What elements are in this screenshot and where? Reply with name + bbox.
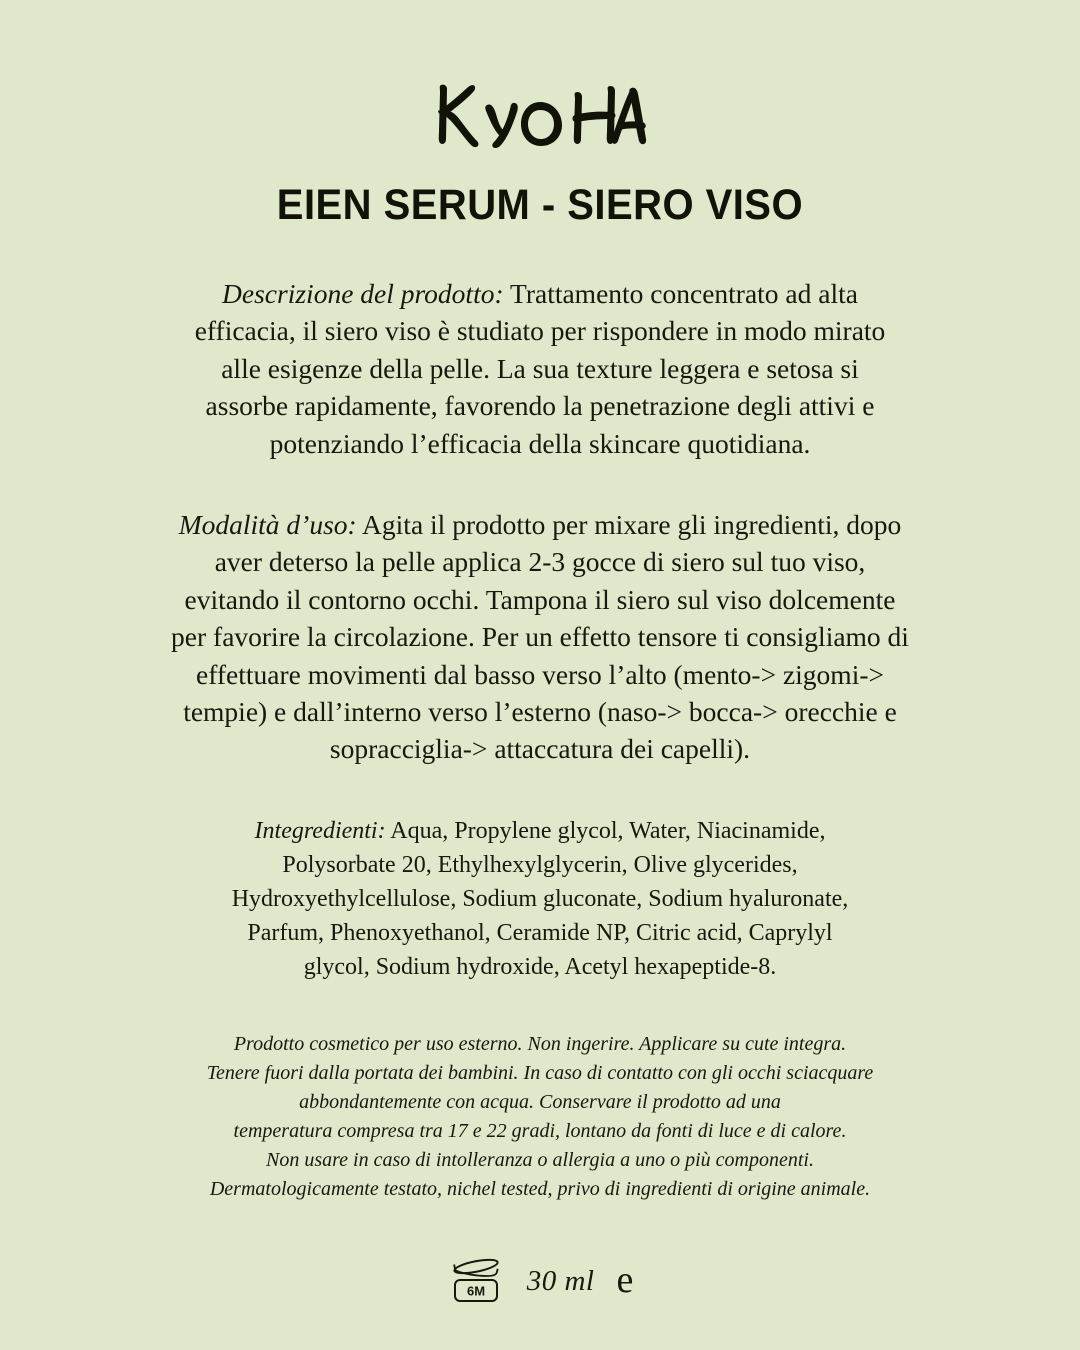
- pao-months-text: 6M: [466, 1283, 485, 1299]
- volume-text: 30 ml: [526, 1264, 595, 1297]
- label-footer: [447, 1256, 634, 1306]
- ingredients-label: Integredienti:: [254, 817, 386, 844]
- ingredients-section: [230, 814, 850, 984]
- estimated-sign: e: [616, 1259, 634, 1302]
- warning-line: Dermatologicamente testato, nichel tested, privo di ingredienti di origine animale.: [209, 1178, 871, 1201]
- warning-line: temperatura compresa tra 17 e 22 gradi, lontano da fonti di luce e di calore.: [233, 1120, 847, 1143]
- open-jar-period-after-opening-icon: [447, 1256, 505, 1306]
- usage-label: Modalità d’uso:: [178, 508, 357, 540]
- kyoha-wordmark-icon: [425, 75, 655, 155]
- ingredients-text: Aqua, Propylene glycol, Water, Niacinamide, Polysorbate 20, Ethylhexylglycerin, Olive glycerides, Hydroxyethylcellulose, Sodium gluconate, Sodium hyaluronate, Parfum, Phenoxyethanol, Ceramide NP, Citric acid, Caprylyl glycol, Sodium hydroxide, Acetyl hexapeptide-8.: [231, 817, 849, 980]
- warning-line: abbondantemente con acqua. Conservare il prodotto ad una: [299, 1091, 781, 1114]
- description-label: Descrizione del prodotto:: [222, 278, 504, 309]
- usage-section: [170, 506, 910, 768]
- warning-line: Prodotto cosmetico per uso esterno. Non ingerire. Applicare su cute integra.: [233, 1033, 847, 1056]
- description-text: Trattamento concentrato ad alta efficacia, il siero viso è studiato per rispondere in modo mirato alle esigenze della pelle. La sua texture leggera e setosa si assorbe rapidamente, favorendo la penetrazione degli attivi e potenziando l’efficacia della skincare quotidiana.: [194, 278, 886, 459]
- warnings-section: [190, 1030, 890, 1204]
- usage-text: Agita il prodotto per mixare gli ingredienti, dopo aver deterso la pelle applica 2-3 gocce di siero sul tuo viso, evitando il contorno occhi. Tampona il siero sul viso dolcemente per favorire la circolazione. Per un effetto tensore ti consigliamo di effettuare movimenti dal basso verso l’alto (mento-> zigomi-> tempie) e dall’interno verso l’esterno (naso-> bocca-> orecchie e sopracciglia-> attaccatura dei capelli).: [171, 508, 909, 765]
- warning-line: Non usare in caso di intolleranza o allergia a uno o più componenti.: [266, 1149, 814, 1172]
- description-section: [180, 275, 900, 462]
- brand-logo: [425, 72, 655, 158]
- page-title: EIEN SERUM - SIERO VISO: [276, 181, 804, 229]
- warning-line: Tenere fuori dalla portata dei bambini. In caso di contatto con gli occhi sciacquare: [206, 1062, 874, 1085]
